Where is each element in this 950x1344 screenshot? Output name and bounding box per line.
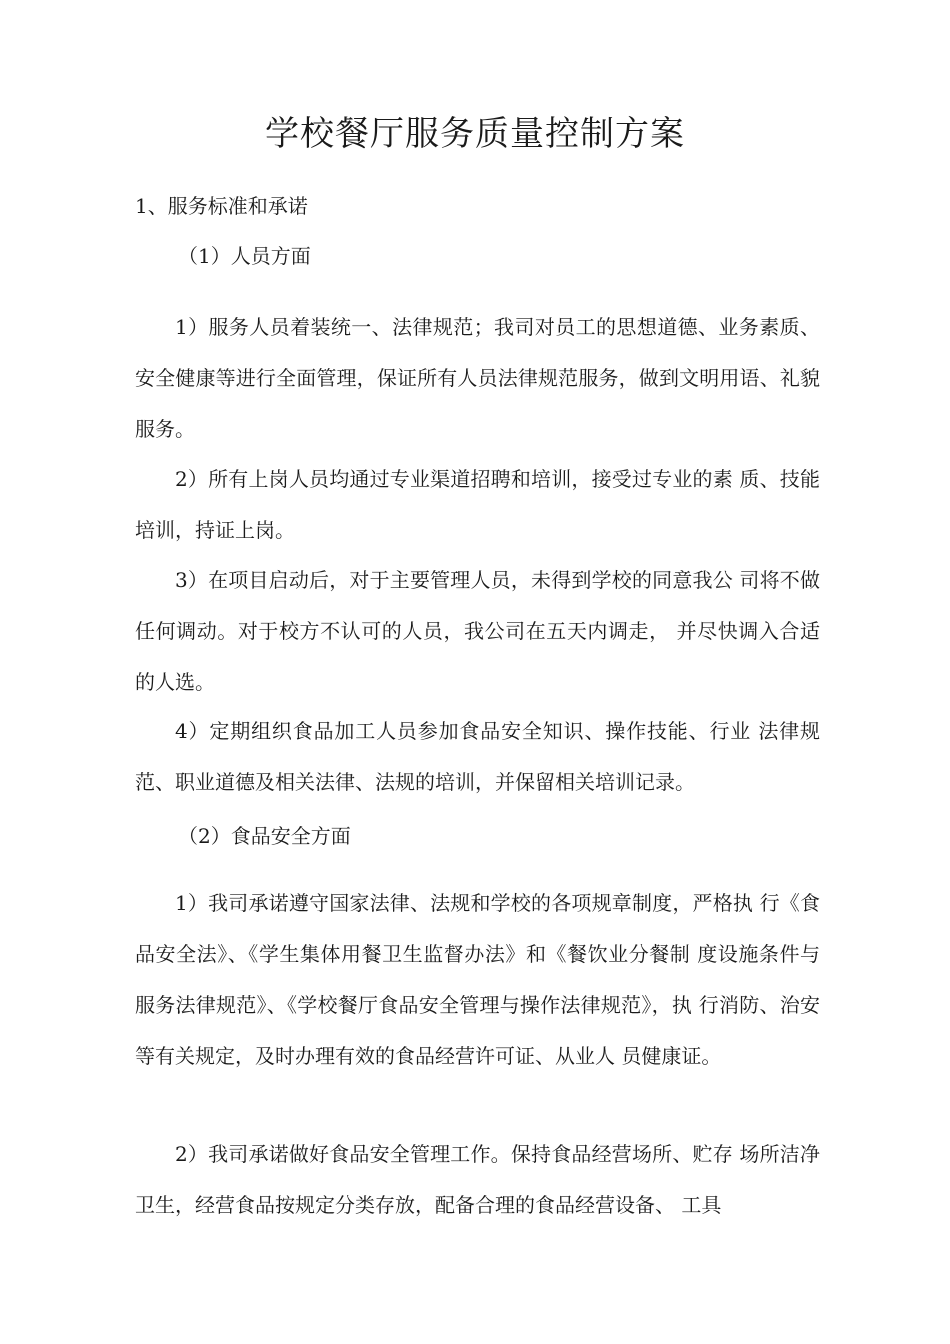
section-heading-service-standards: 1、服务标准和承诺 bbox=[135, 194, 308, 218]
personnel-item-3: 3）在项目启动后，对于主要管理人员，未得到学校的同意我公 司将不做任何调动。对于校方不认可的人员，我公司在五天内调走， 并尽快调入合适的人选。 bbox=[135, 568, 820, 694]
subsection-heading-personnel: （1）人员方面 bbox=[178, 244, 311, 268]
personnel-item-4: 4）定期组织食品加工人员参加食品安全知识、操作技能、行业 法律规范、职业道德及相关法律、法规的培训，并保留相关培训记录。 bbox=[135, 719, 820, 794]
food-safety-item-2: 2）我司承诺做好食品安全管理工作。保持食品经营场所、贮存 场所洁净卫生，经营食品按规定分类存放，配备合理的食品经营设备、 工具 bbox=[135, 1142, 820, 1217]
food-safety-item-1: 1）我司承诺遵守国家法律、法规和学校的各项规章制度，严格执 行《食品安全法》、《学生集体用餐卫生监督办法》和《餐饮业分餐制 度设施条件与服务法律规范》、《学校餐厅食品安全管理与操作法律规范》，执 行消防、治安等有关规定，及时办理有效的食品经营许可证、从业人 员健康证。 bbox=[135, 891, 820, 1068]
subsection-heading-food-safety: （2）食品安全方面 bbox=[178, 824, 351, 848]
personnel-item-2: 2）所有上岗人员均通过专业渠道招聘和培训，接受过专业的素 质、技能培训，持证上岗。 bbox=[135, 467, 820, 542]
document-title: 学校餐厅服务质量控制方案 bbox=[265, 114, 685, 154]
personnel-item-1: 1）服务人员着装统一、法律规范；我司对员工的思想道德、业务素质、安全健康等进行全面管理，保证所有人员法律规范服务，做到文明用语、礼貌服务。 bbox=[135, 315, 820, 441]
